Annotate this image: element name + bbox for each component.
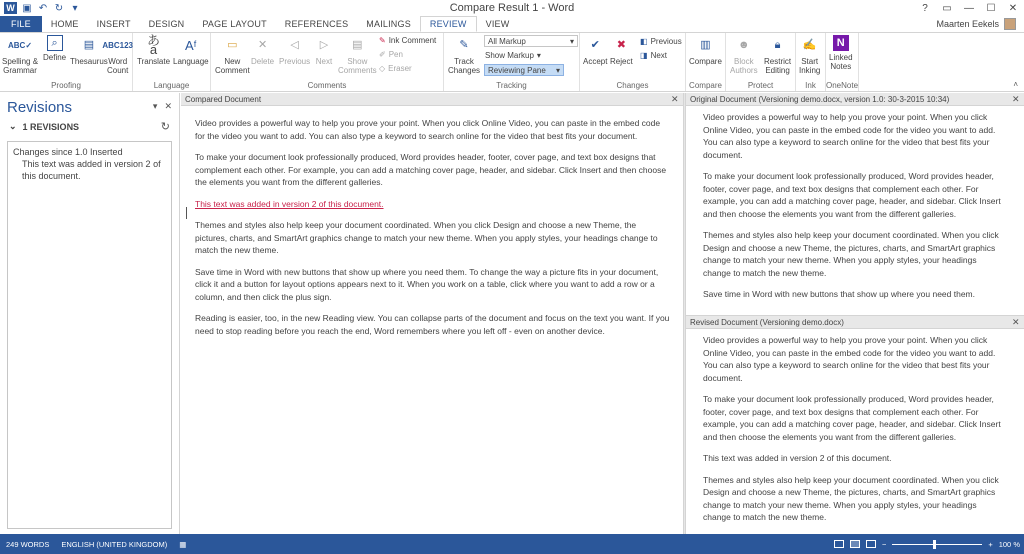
language-button[interactable]: Aᶠ Language (173, 35, 209, 66)
accept-button[interactable]: ✔ Accept (583, 35, 607, 66)
markup-select[interactable]: All Markup ▾ (484, 35, 578, 47)
previous-change-button[interactable]: ◧ Previous (640, 37, 682, 46)
group-label: Tracking (496, 81, 527, 90)
pane-options-icon[interactable]: ▾ (152, 101, 158, 111)
word-count-icon: ABC123 (102, 40, 134, 50)
maximize-button[interactable]: ☐ (986, 2, 996, 14)
track-changes-button[interactable]: ✎ Track Changes (448, 35, 480, 75)
language-status[interactable]: ENGLISH (UNITED KINGDOM) (61, 539, 168, 549)
translate-button[interactable]: あa Translate (137, 33, 171, 66)
revised-document-pane (686, 316, 1024, 534)
word-count-button[interactable]: ABC123 Word Count (107, 35, 128, 75)
next-comment-icon: ▷ (319, 38, 329, 51)
translate-icon: あa (147, 33, 161, 57)
onenote-icon: N (833, 35, 849, 51)
paragraph: Video provides a powerful way to help you prove your point. When you click Online Video, you can paste in the embed code for the video you want to add. You can also type a keyword to search online for the video that best fits your document. (195, 118, 661, 141)
group-label: Language (153, 81, 190, 90)
pen-button[interactable]: ✐ Pen (379, 50, 403, 59)
compare-icon: ▥ (700, 38, 711, 51)
reject-icon: ✖ (616, 38, 626, 51)
group-tracking (444, 33, 580, 91)
ribbon-tabs (0, 16, 1024, 32)
track-changes-icon: ✎ (459, 38, 469, 51)
group-label: Compare (689, 81, 722, 90)
compare-button[interactable]: ▥ Compare (689, 35, 722, 66)
revisions-title: Revisions (7, 99, 73, 116)
avatar (1004, 18, 1016, 30)
original-document-pane (686, 93, 1024, 316)
inking-icon: ✍ (802, 38, 817, 51)
original-document-header: Original Document (Versioning demo.docx, version 1.0: 30-3-2015 10:34) (686, 93, 1024, 106)
new-comment-button[interactable]: ▭ New Comment (215, 35, 250, 75)
undo-icon[interactable]: ↶ (38, 2, 48, 14)
paragraph: To make your document look professionally produced, Word provides header, footer, cover page, and text box designs that complement each other. For example, you can add a matching cover page, header, and sidebar. Click Insert and then choose the elements you want from the different galleries. (703, 394, 1001, 442)
paragraph: To make your document look professionally produced, Word provides header, footer, cover page, and text box designs that complement each other. For example, you can add a matching cover page, header, and sidebar. Click Insert and then choose the elements you want from the different galleries. (703, 171, 1001, 219)
revised-document-header: Revised Document (Versioning demo.docx) (686, 316, 1024, 329)
compared-document-header: Compared Document (181, 93, 683, 106)
help-button[interactable]: ? (922, 2, 928, 14)
window-title: Compare Result 1 - Word (449, 2, 575, 14)
quick-access-toolbar (0, 2, 81, 14)
group-changes (580, 33, 686, 91)
refresh-icon[interactable]: ↻ (160, 121, 170, 133)
group-onenote (826, 33, 859, 91)
group-comments (211, 33, 444, 91)
close-button[interactable]: ✕ (1008, 2, 1018, 14)
previous-comment-icon: ◁ (290, 38, 299, 51)
paragraph: To make your document look professionally produced, Word provides header, footer, cover page, and text box designs that complement each other. For example, you can add a matching cover page, header, and sidebar. Click Insert and then choose the elements you want from the different galleries. (195, 152, 667, 187)
revisions-pane (0, 93, 180, 534)
close-icon[interactable]: ✕ (1012, 94, 1020, 104)
print-layout-icon[interactable] (850, 540, 860, 548)
show-markup-button[interactable]: Show Markup ▾ (485, 51, 541, 60)
group-protect (726, 33, 796, 91)
ribbon (0, 32, 1024, 92)
paragraph: Video provides a powerful way to help you prove your point. When you click Online Video, you can paste in the embed code for the video you want to add. You can also type a keyword to search online for the video that best fits your document. (703, 335, 996, 383)
paragraph: Save time in Word with new buttons that show up where you need them. (703, 289, 975, 299)
define-icon: ⌕ (47, 35, 63, 51)
close-icon[interactable]: ✕ (164, 101, 172, 111)
paragraph: This text was added in version 2 of this document. (703, 453, 892, 463)
compared-document-pane (181, 93, 683, 534)
next-change-button[interactable]: ◨ Next (640, 51, 668, 60)
revision-text[interactable]: This text was added in version 2 of this document. (22, 159, 161, 181)
redo-icon[interactable]: ↻ (54, 2, 64, 14)
block-authors-icon: ☻ (737, 38, 750, 51)
lock-icon: 🔒︎ (774, 38, 781, 51)
restrict-editing-button[interactable]: 🔒︎ Restrict Editing (764, 35, 791, 75)
close-icon[interactable]: ✕ (1012, 317, 1020, 327)
revision-list (7, 141, 172, 529)
zoom-level[interactable]: 100 % (998, 539, 1020, 549)
original-document-body[interactable] (703, 111, 1001, 310)
paragraph: Save time in Word with new buttons that show up where you need them. To change the way a picture fits in your document, click it and a button for layout options appears next to it. When you work on a table, click where you want to add a row or a column, and then click the plus sign. (195, 266, 659, 302)
close-icon[interactable]: ✕ (671, 94, 679, 104)
group-compare (686, 33, 726, 91)
group-label: Changes (616, 81, 649, 90)
zoom-out-button[interactable]: − (881, 539, 887, 549)
delete-comment-icon: ✕ (257, 38, 268, 51)
tab-references[interactable]: REFERENCES (284, 19, 349, 29)
next-comment-button[interactable]: ▷ Next (314, 35, 334, 66)
reviewing-pane-button[interactable]: Reviewing Pane ▾ (484, 64, 564, 76)
paragraph: Themes and styles also help keep your document coordinated. When you click Design and choose a new Theme, the pictures, charts, and SmartArt graphics change to match your new theme. When you apply styles, your headings change to match the new theme. (703, 230, 999, 278)
ribbon-display-button[interactable]: ▭ (942, 2, 952, 14)
chevron-down-icon: ▾ (536, 51, 541, 60)
status-bar (0, 534, 1024, 554)
previous-icon: ◧ (640, 37, 648, 46)
tab-view[interactable]: VIEW (485, 19, 510, 29)
group-ink (796, 33, 826, 91)
zoom-in-button[interactable]: + (988, 539, 993, 549)
save-icon[interactable]: ▣ (22, 2, 32, 14)
tab-file[interactable]: FILE (0, 16, 42, 32)
web-layout-icon[interactable] (866, 540, 876, 548)
inserted-paragraph: This text was added in version 2 of this document. (195, 198, 384, 209)
chevron-down-icon: ▾ (569, 36, 574, 46)
minimize-button[interactable]: — (964, 2, 974, 14)
word-count-status[interactable]: 249 WORDS (6, 539, 50, 549)
group-language (133, 33, 211, 91)
eraser-button[interactable]: ◇ Eraser (379, 64, 412, 73)
tab-home[interactable]: HOME (50, 19, 79, 29)
tab-design[interactable]: DESIGN (148, 19, 185, 29)
group-label: Comments (307, 81, 347, 90)
customize-icon[interactable]: ▾ (72, 2, 78, 14)
delete-comment-button[interactable]: ✕ Delete (251, 35, 274, 66)
macro-icon[interactable]: ▦ (179, 539, 187, 549)
read-mode-icon[interactable] (834, 540, 844, 548)
revision-header[interactable]: Changes since 1.0 Inserted (13, 147, 123, 157)
ink-comment-icon: ✎ (379, 36, 386, 45)
previous-comment-button[interactable]: ◁ Previous (279, 35, 310, 66)
reject-button[interactable]: ✖ Reject (610, 35, 633, 66)
eraser-icon: ◇ (379, 64, 386, 73)
collapse-ribbon-icon[interactable]: ˄ (1013, 80, 1018, 89)
paragraph: Video provides a powerful way to help you prove your point. When you click Online Video, you can paste in the embed code for the video you want to add. You can also type a keyword to search online for the video that best fits your document. (703, 112, 996, 160)
change-bar (186, 207, 187, 219)
accept-icon: ✔ (590, 38, 600, 51)
title-bar (0, 0, 1024, 16)
thesaurus-icon: ▤ (83, 38, 95, 51)
block-authors-button[interactable]: ☻ Block Authors (730, 35, 758, 75)
show-comments-button[interactable]: ▤ Show Comments (338, 35, 377, 75)
define-button[interactable]: ⌕ Define (43, 36, 67, 62)
new-comment-icon: ▭ (227, 38, 238, 51)
tab-insert[interactable]: INSERT (96, 19, 131, 29)
chevron-down-icon: ▾ (555, 65, 560, 75)
spelling-grammar-button[interactable]: ABC✓ Spelling & Grammar (2, 35, 38, 75)
zoom-slider-thumb[interactable] (933, 540, 936, 549)
tab-review[interactable]: REVIEW (420, 16, 477, 32)
group-label: Ink (805, 81, 816, 90)
user-account[interactable] (936, 16, 1016, 32)
chevron-down-icon: ⌄ (9, 121, 17, 131)
tab-page-layout[interactable]: PAGE LAYOUT (202, 19, 267, 29)
paragraph: Themes and styles also help keep your document coordinated. When you click Design and choose a new Theme, the pictures, charts, and SmartArt graphics change to match your new theme. When you apply styles, your headings change to match the new theme. (703, 474, 999, 522)
paragraph: Themes and styles also help keep your document coordinated. When you click Design and choose a new Theme, the pictures, charts, and SmartArt graphics change to match your new theme. When you apply styles, your headings change to match the new theme. (195, 220, 658, 255)
show-comments-icon: ▤ (352, 38, 363, 51)
thesaurus-button[interactable]: ▤ Thesaurus (70, 35, 108, 66)
language-icon: Aᶠ (184, 37, 197, 53)
group-proofing (0, 33, 133, 91)
revised-document-body[interactable] (703, 334, 1001, 533)
compared-document-body[interactable] (195, 117, 670, 346)
group-label: Protect (747, 81, 774, 90)
start-inking-button[interactable]: ✍ Start Inking (799, 35, 820, 75)
group-label: Proofing (51, 81, 81, 90)
ink-comment-button[interactable]: ✎ Ink Comment (379, 36, 437, 45)
linked-notes-button[interactable]: N Linked Notes (829, 36, 853, 71)
pen-icon: ✐ (379, 50, 386, 59)
user-name: Maarten Eekels (936, 19, 999, 29)
tab-mailings[interactable]: MAILINGS (366, 19, 411, 29)
word-logo-icon[interactable]: W (4, 2, 17, 14)
zoom-slider[interactable] (892, 544, 982, 545)
next-icon: ◨ (640, 51, 648, 60)
group-label: OneNote (826, 81, 859, 90)
spelling-icon: ABC✓ (8, 40, 33, 50)
revisions-count[interactable]: ⌄ 1 REVISIONS (9, 121, 80, 132)
paragraph: Reading is easier, too, in the new Reading view. You can collapse parts of the document and focus on the text you want. If you need to stop reading before you reach the end, Word remembers where you left off - even on another device. (195, 313, 670, 336)
